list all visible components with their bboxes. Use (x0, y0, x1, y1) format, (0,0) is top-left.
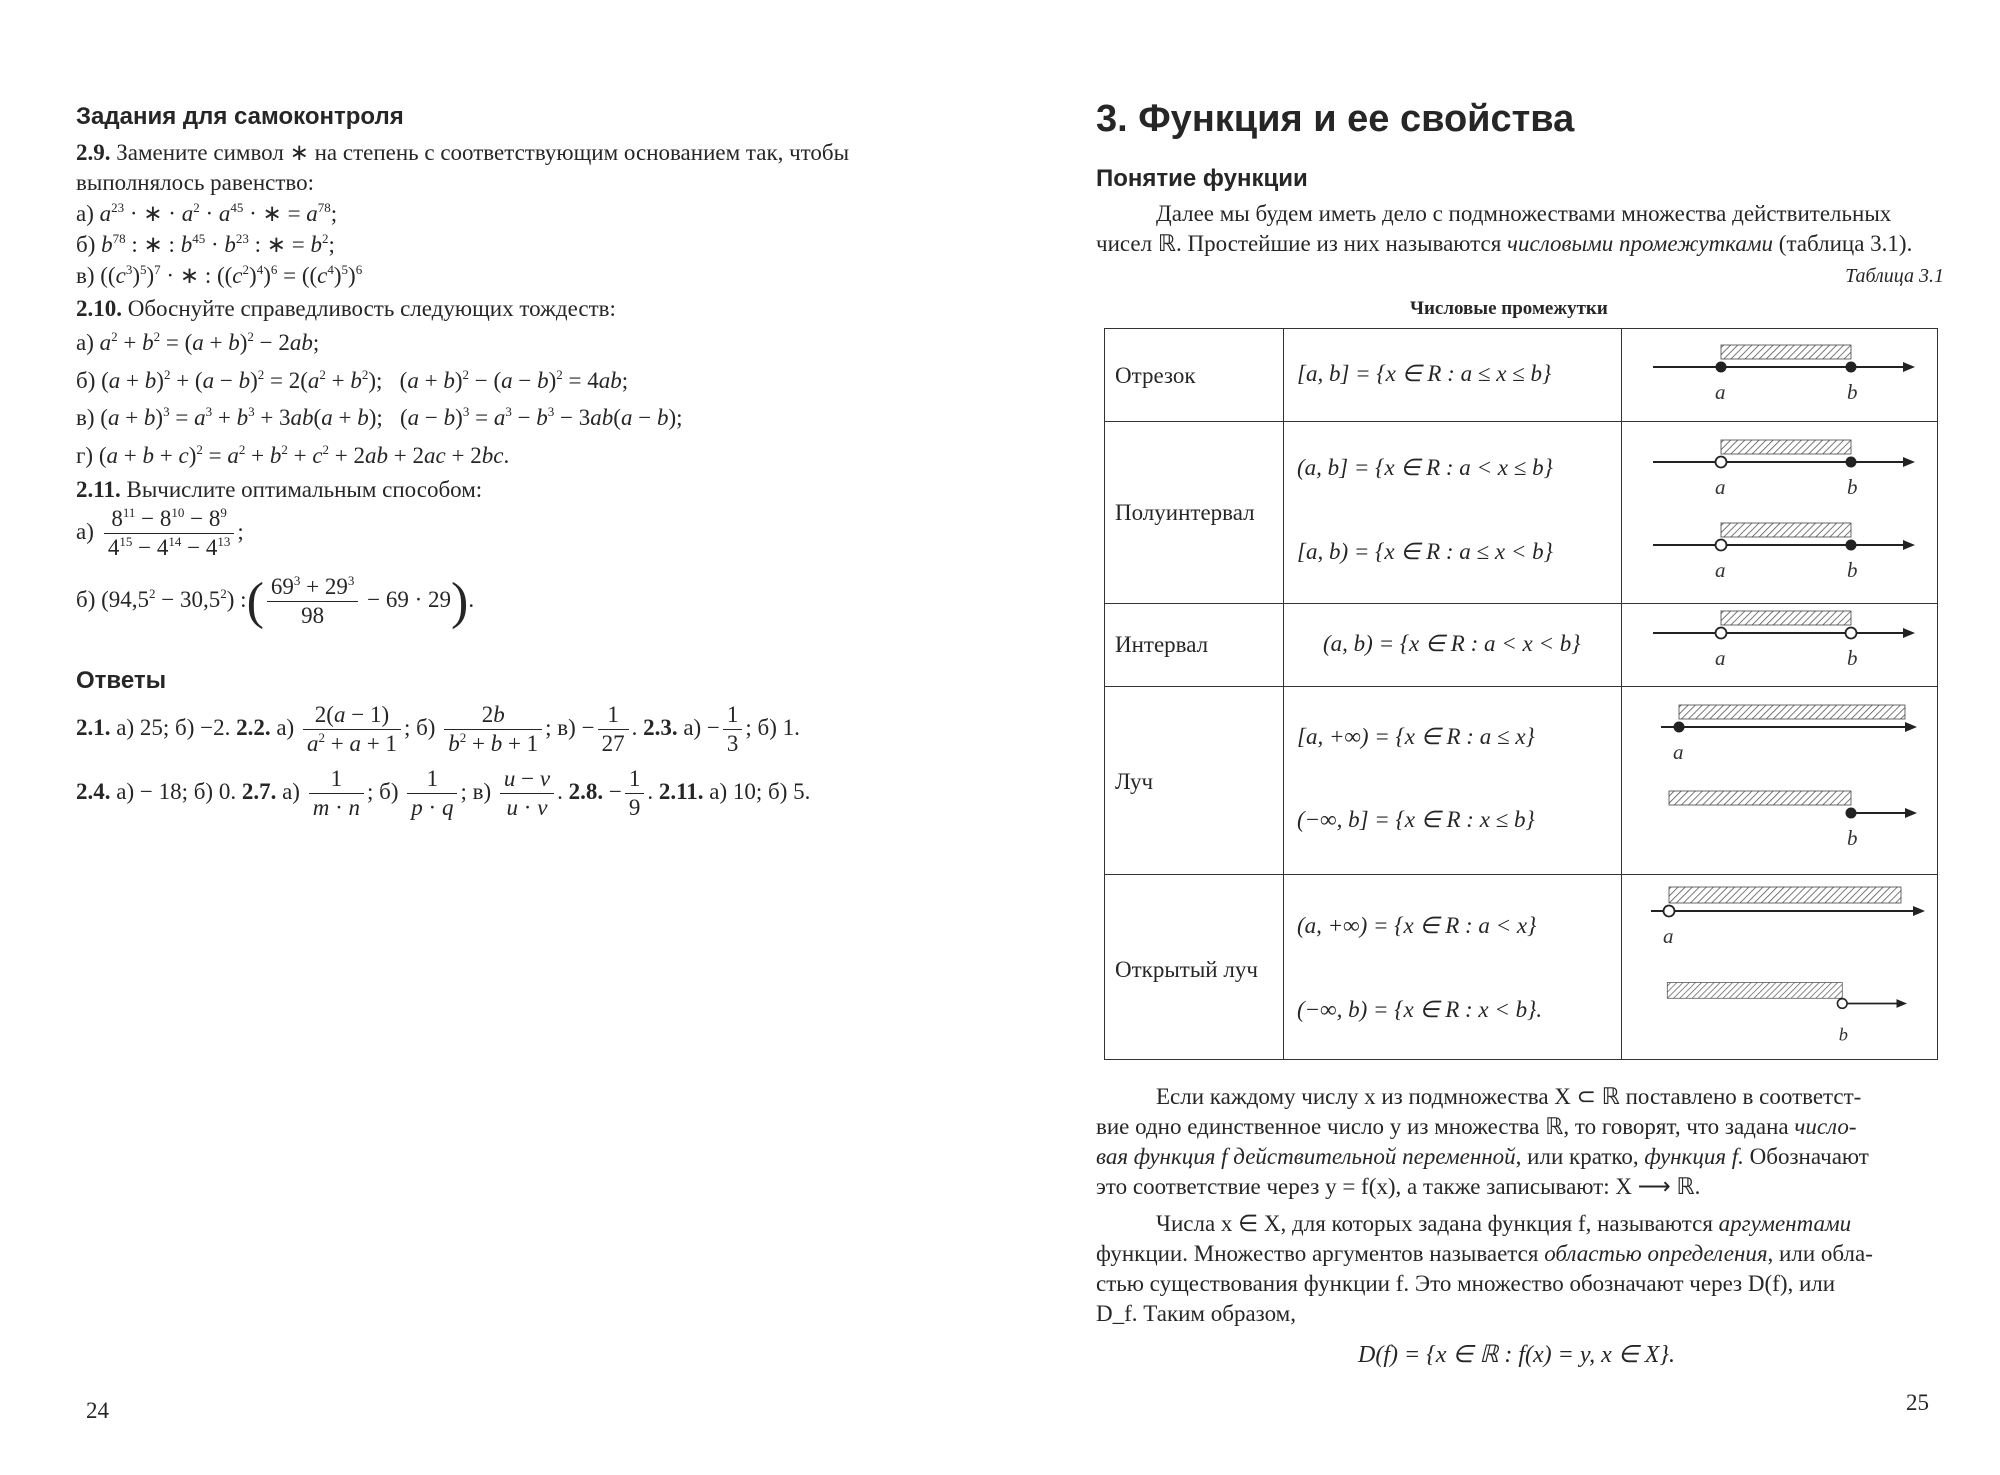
closed-ray-left-diagram (1623, 785, 1939, 855)
task-2-11-a: а) $\frac{8^{11} - 8^{10} - 8^9}{4^{15} - 4^{14} - 4^{13}}$ ; (76, 505, 244, 560)
task-2-10-c: в) $(a + b)^3 = a^3 + b^3 + 3ab(a + b)$; $(a - b)^3 = a^3 - b^3 - 3ab(a - b)$; (76, 404, 683, 430)
self-control-heading: Задания для самоконтроля (76, 103, 404, 130)
closed-ray-right-diagram (1623, 699, 1939, 769)
table-row-name: Открытый луч (1115, 957, 1258, 982)
point-label-a: a (1715, 558, 1726, 582)
point-label-a: a (1663, 924, 1674, 948)
interval-formula: [a, +∞) = {x ∈ R : a ≤ x} (1297, 724, 1535, 749)
point-label-b: b (1847, 475, 1858, 499)
intro-paragraph: Далее мы будем иметь дело с подмножествами множества действительных чисел ℝ. Простейшие из них называются числовыми промежутками (таблица 3.1). (1096, 201, 1913, 256)
function-definition-paragraph: Если каждому числу x из подмножества X ⊂ ℝ поставлено в соответст- вие одно единственное число y из множества ℝ, то говорят, что задана число- вая функция f действительной переменной, или кратко, функция f. Обозначают это соответствие через y = f(x), а также записывают: X ⟶ ℝ. (1096, 1084, 1869, 1199)
answers-line1: 2.1. а) 25; б) −2. 2.2. а) $\frac{2(a - 1)}{a^2 + a + 1}$ ; б) $\frac{2b}{b^2 + b + 1}$ ; в) − $\frac{1}{27}$ . 2.3. а) − $\frac{1}{3}$ ; б) 1. (76, 702, 800, 756)
half-open-left-diagram (1623, 434, 1939, 504)
interval-formula: (−∞, b] = {x ∈ R : x ≤ b} (1297, 807, 1535, 832)
task-2-10-a: а) $a^2 + b^2 = (a + b)^2 - 2ab$; (76, 329, 320, 355)
intervals-table (1104, 328, 1938, 1060)
interval-formula: [a, b] = {x ∈ R : a ≤ x ≤ b} (1297, 361, 1552, 386)
interval-formula: (a, +∞) = {x ∈ R : a < x} (1297, 913, 1537, 938)
task-2-9-b: б) $b^{78}$ : ∗ : $b^{45} \cdot b^{23}$ : ∗ = $b^2$; (76, 231, 335, 257)
point-label-a: a (1715, 380, 1726, 404)
table-divider (1105, 603, 1937, 604)
table-row-name: Полуинтервал (1115, 500, 1255, 525)
point-label-a: a (1673, 740, 1684, 764)
task-2-10-b: б) $(a + b)^2 + (a - b)^2 = 2(a^2 + b^2)$; $(a + b)^2 - (a - b)^2 = 4ab$; (76, 367, 629, 393)
table-title: Числовые промежутки (1410, 298, 1608, 319)
task-2-10-d: г) $(a + b + c)^2 = a^2 + b^2 + c^2 + 2ab + 2ac + 2bc$. (76, 442, 510, 468)
half-open-right-diagram (1623, 517, 1939, 587)
point-label-a: a (1715, 646, 1726, 670)
point-label-b: b (1847, 558, 1858, 582)
task-2-10-title: 2.10. Обоснуйте справедливость следующих тождеств: (76, 296, 616, 321)
task-2-9-a: а) $a^{23}$ · ∗ · $a^2 \cdot a^{45}$ · ∗ = $a^{78}$; (76, 200, 338, 226)
interval-formula: [a, b) = {x ∈ R : a ≤ x < b} (1297, 539, 1553, 564)
right-page (1000, 0, 2000, 1475)
task-2-11-title: 2.11. Вычислите оптимальным способом: (76, 477, 483, 502)
table-divider (1105, 874, 1937, 875)
domain-formula: D(f) = {x ∈ ℝ : f(x) = y, x ∈ X}. (1358, 1342, 1675, 1368)
table-divider (1105, 421, 1937, 422)
point-label-b: b (1838, 1024, 1848, 1045)
open-interval-diagram (1623, 605, 1939, 675)
point-label-b: b (1847, 826, 1858, 850)
page-number-right: 25 (1906, 1390, 1929, 1415)
table-row-name: Луч (1115, 769, 1154, 794)
interval-formula: (−∞, b) = {x ∈ R : x < b}. (1297, 997, 1543, 1022)
task-2-9-line2: выполнялось равенство: (76, 170, 314, 195)
open-ray-left-diagram (1623, 979, 1939, 1049)
table-divider (1283, 329, 1284, 1059)
point-label-b: b (1847, 380, 1858, 404)
task-2-11-b: б) $(94,5^2 - 30,5^2)$ :( $\frac{69^3 + 29^3}{98}$ − 69 · 29). (76, 573, 475, 630)
point-label-a: a (1715, 475, 1726, 499)
segment-closed-diagram (1623, 339, 1939, 409)
task-2-9-line1: 2.9. Замените символ ∗ на степень с соответствующим основанием так, чтобы (76, 140, 850, 165)
table-row-name: Отрезок (1115, 363, 1196, 388)
point-label-b: b (1847, 646, 1858, 670)
answers-heading: Ответы (76, 667, 167, 694)
table-divider (1105, 686, 1937, 687)
interval-formula: (a, b) = {x ∈ R : a < x < b} (1323, 631, 1581, 656)
table-divider (1621, 329, 1622, 1059)
page-number-left: 24 (86, 1398, 109, 1423)
open-ray-right-diagram (1623, 885, 1939, 955)
interval-formula: (a, b] = {x ∈ R : a < x ≤ b} (1297, 455, 1553, 480)
table-label: Таблица 3.1 (1845, 265, 1944, 287)
chapter-title: 3. Функция и ее свойства (1096, 98, 1575, 140)
domain-paragraph: Числа x ∈ X, для которых задана функция f, называются аргументами функции. Множество аргументов называется областью определения, или обла- стью существования функции f. Это множество обозначают через D(f), или D_f. Таким образом, (1096, 1211, 1873, 1326)
task-2-9-c: в) $((c^3)^5)^7$ · ∗ : $((c^2)^4)^6 = ((c^4)^5)^6$ (76, 262, 363, 288)
table-row-name: Интервал (1115, 632, 1209, 657)
answers-line2: 2.4. а) − 18; б) 0. 2.7. а) $\frac{1}{m \cdot n}$ ; б) $\frac{1}{p \cdot q}$ ; в) $\frac{u - v}{u \cdot v}$ . 2.8. − $\frac{1}{9}$ . 2.11. а) 10; б) 5. (76, 766, 811, 820)
section-title: Понятие функции (1096, 165, 1308, 192)
